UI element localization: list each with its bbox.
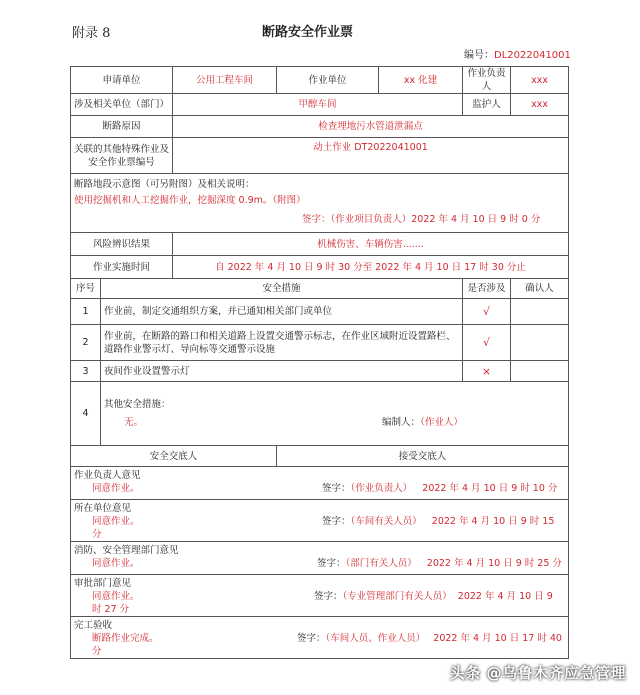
permit-form	[70, 66, 569, 659]
measure-text: 作业前，在断路的路口和相关道路上设置交通警示标志，在作业区域附近设置路栏、道路作业警示灯、导向标等交通警示设施	[101, 325, 463, 361]
measure-row	[71, 361, 569, 382]
linked-label-line2: 安全作业票编号	[88, 156, 155, 168]
related-dept-value: 甲醇车间	[173, 94, 463, 116]
other-measures-line	[104, 416, 565, 429]
opinion-sign-label: 签字：	[314, 591, 343, 602]
measure-confirm	[511, 325, 569, 361]
apply-unit-value: 公用工程车间	[173, 67, 277, 94]
opinion-line	[74, 590, 565, 616]
row-related-dept	[71, 94, 569, 116]
opinion-sign-time: 2022 年 4 月 10 日 9 时 15 分	[92, 516, 555, 540]
opinion-label: 所在单位意见	[74, 503, 132, 514]
appendix-label: 附录 8	[72, 26, 111, 41]
opinion-line	[74, 632, 565, 658]
measure-confirm	[511, 299, 569, 325]
opinion-sign-time: 2022 年 4 月 10 日 9 时 27 分	[92, 591, 553, 615]
time-label: 作业实施时间	[71, 256, 173, 279]
opinion-label: 完工验收	[74, 620, 113, 631]
row-apply-unit	[71, 67, 569, 94]
measure-no: 2	[71, 325, 101, 361]
measure-text: 夜间作业设置警示灯	[101, 361, 463, 382]
opinion-row	[71, 542, 569, 575]
opinion-cell	[71, 617, 569, 659]
opinion-cell	[71, 467, 569, 500]
risk-value: 机械伤害、车辆伤害.......	[173, 233, 569, 256]
work-leader-value: xxx	[511, 67, 569, 94]
supervisor-label: 监护人	[463, 94, 511, 116]
measure-row	[71, 325, 569, 361]
opinion-sign-label: 签字：	[297, 633, 326, 644]
diagram-sign: 签字：（作业项目负责人）2022 年 4 月 10 日 9 时 0 分	[302, 214, 541, 225]
opinion-label: 消防、安全管理部门意见	[74, 545, 179, 556]
diagram-cell	[71, 174, 569, 233]
opinion-value: 同意作业。	[92, 591, 140, 602]
other-author-label: 编制人：	[382, 417, 421, 428]
other-measures-value: 无。	[124, 417, 144, 428]
opinion-row	[71, 617, 569, 659]
measure-text: 作业前，制定交通组织方案，并已通知相关部门或单位	[101, 299, 463, 325]
diagram-label: 断路地段示意图（可另附图）及相关说明：	[74, 179, 255, 190]
measure-confirm	[511, 361, 569, 382]
work-unit-value: xx 化建	[379, 67, 463, 94]
opinion-value: 同意作业。	[92, 516, 140, 527]
other-measures-label: 其他安全措施：	[104, 399, 171, 410]
row-reason	[71, 116, 569, 138]
measure-no: 3	[71, 361, 101, 382]
opinion-cell	[71, 542, 569, 575]
risk-label: 风险辨识结果	[71, 233, 173, 256]
opinion-sign-who: （专业管理部门有关人员）	[342, 591, 452, 602]
ticket-number-value: DL2022041001	[494, 50, 571, 61]
work-leader-label: 作业负责人	[463, 67, 511, 94]
opinion-line	[74, 482, 565, 495]
opinion-sign-label: 签字：	[322, 516, 351, 527]
opinion-sign-who: （部门有关人员）	[345, 558, 417, 569]
ticket-number	[464, 46, 571, 61]
opinion-cell	[71, 500, 569, 542]
row-linked	[71, 138, 569, 174]
opinion-line	[74, 515, 565, 541]
opinion-line	[74, 557, 565, 570]
measure-involved: √	[463, 299, 511, 325]
other-measures-cell	[101, 382, 569, 446]
col-confirm-header: 确认人	[511, 279, 569, 299]
apply-unit-label: 申请单位	[71, 67, 173, 94]
measure-involved: ×	[463, 361, 511, 382]
handover-giver-label: 安全交底人	[71, 446, 277, 467]
linked-label	[71, 138, 173, 174]
opinion-row	[71, 575, 569, 617]
opinion-value: 断路作业完成。	[92, 633, 159, 644]
reason-label: 断路原因	[71, 116, 173, 138]
watermark: 头条 @乌鲁木齐应急管理	[449, 664, 626, 682]
measure-other-row	[71, 382, 569, 446]
measure-row	[71, 299, 569, 325]
supervisor-value: xxx	[511, 94, 569, 116]
row-diagram	[71, 174, 569, 233]
opinion-label: 作业负责人意见	[74, 470, 141, 481]
row-risk	[71, 233, 569, 256]
opinion-row	[71, 467, 569, 500]
handover-row	[71, 446, 569, 467]
diagram-value: 使用挖掘机和人工挖掘作业，挖掘深度 0.9m。（附图）	[74, 195, 306, 206]
opinion-row	[71, 500, 569, 542]
reason-value: 检查埋地污水管道泄漏点	[173, 116, 569, 138]
measure-no: 4	[71, 382, 101, 446]
opinion-sign-time: 2022 年 4 月 10 日 9 时 25 分	[426, 558, 562, 569]
handover-receiver-label: 接受交底人	[277, 446, 569, 467]
col-no-header: 序号	[71, 279, 101, 299]
opinion-label: 审批部门意见	[74, 578, 132, 589]
opinion-sign-who: （车间有关人员）	[350, 516, 422, 527]
opinion-sign-who: （作业负责人）	[350, 483, 413, 494]
row-time	[71, 256, 569, 279]
opinion-sign-label: 签字：	[317, 558, 346, 569]
opinion-sign-time: 2022 年 4 月 10 日 17 时 40 分	[92, 633, 562, 657]
linked-label-line1: 关联的其他特殊作业及	[74, 143, 170, 155]
measures-header-row	[71, 279, 569, 299]
time-value: 自 2022 年 4 月 10 日 9 时 30 分至 2022 年 4 月 10 日 17 时 30 分止	[173, 256, 569, 279]
work-unit-label: 作业单位	[277, 67, 379, 94]
measure-involved: √	[463, 325, 511, 361]
opinion-value: 同意作业。	[92, 558, 140, 569]
opinion-sign-time: 2022 年 4 月 10 日 9 时 10 分	[422, 483, 558, 494]
ticket-number-label: 编号：	[464, 50, 494, 61]
col-involved-header: 是否涉及	[463, 279, 511, 299]
opinion-value: 同意作业。	[92, 483, 140, 494]
linked-value: 动土作业 DT2022041001	[173, 138, 569, 174]
col-measure-header: 安全措施	[101, 279, 463, 299]
measure-no: 1	[71, 299, 101, 325]
other-author-value: （作业人）	[420, 417, 463, 428]
opinion-sign-label: 签字：	[322, 483, 351, 494]
opinion-sign-who: （车间人员、作业人员）	[325, 633, 426, 644]
related-dept-label: 涉及相关单位（部门）	[71, 94, 173, 116]
opinion-cell	[71, 575, 569, 617]
page-title: 断路安全作业票	[262, 25, 354, 40]
